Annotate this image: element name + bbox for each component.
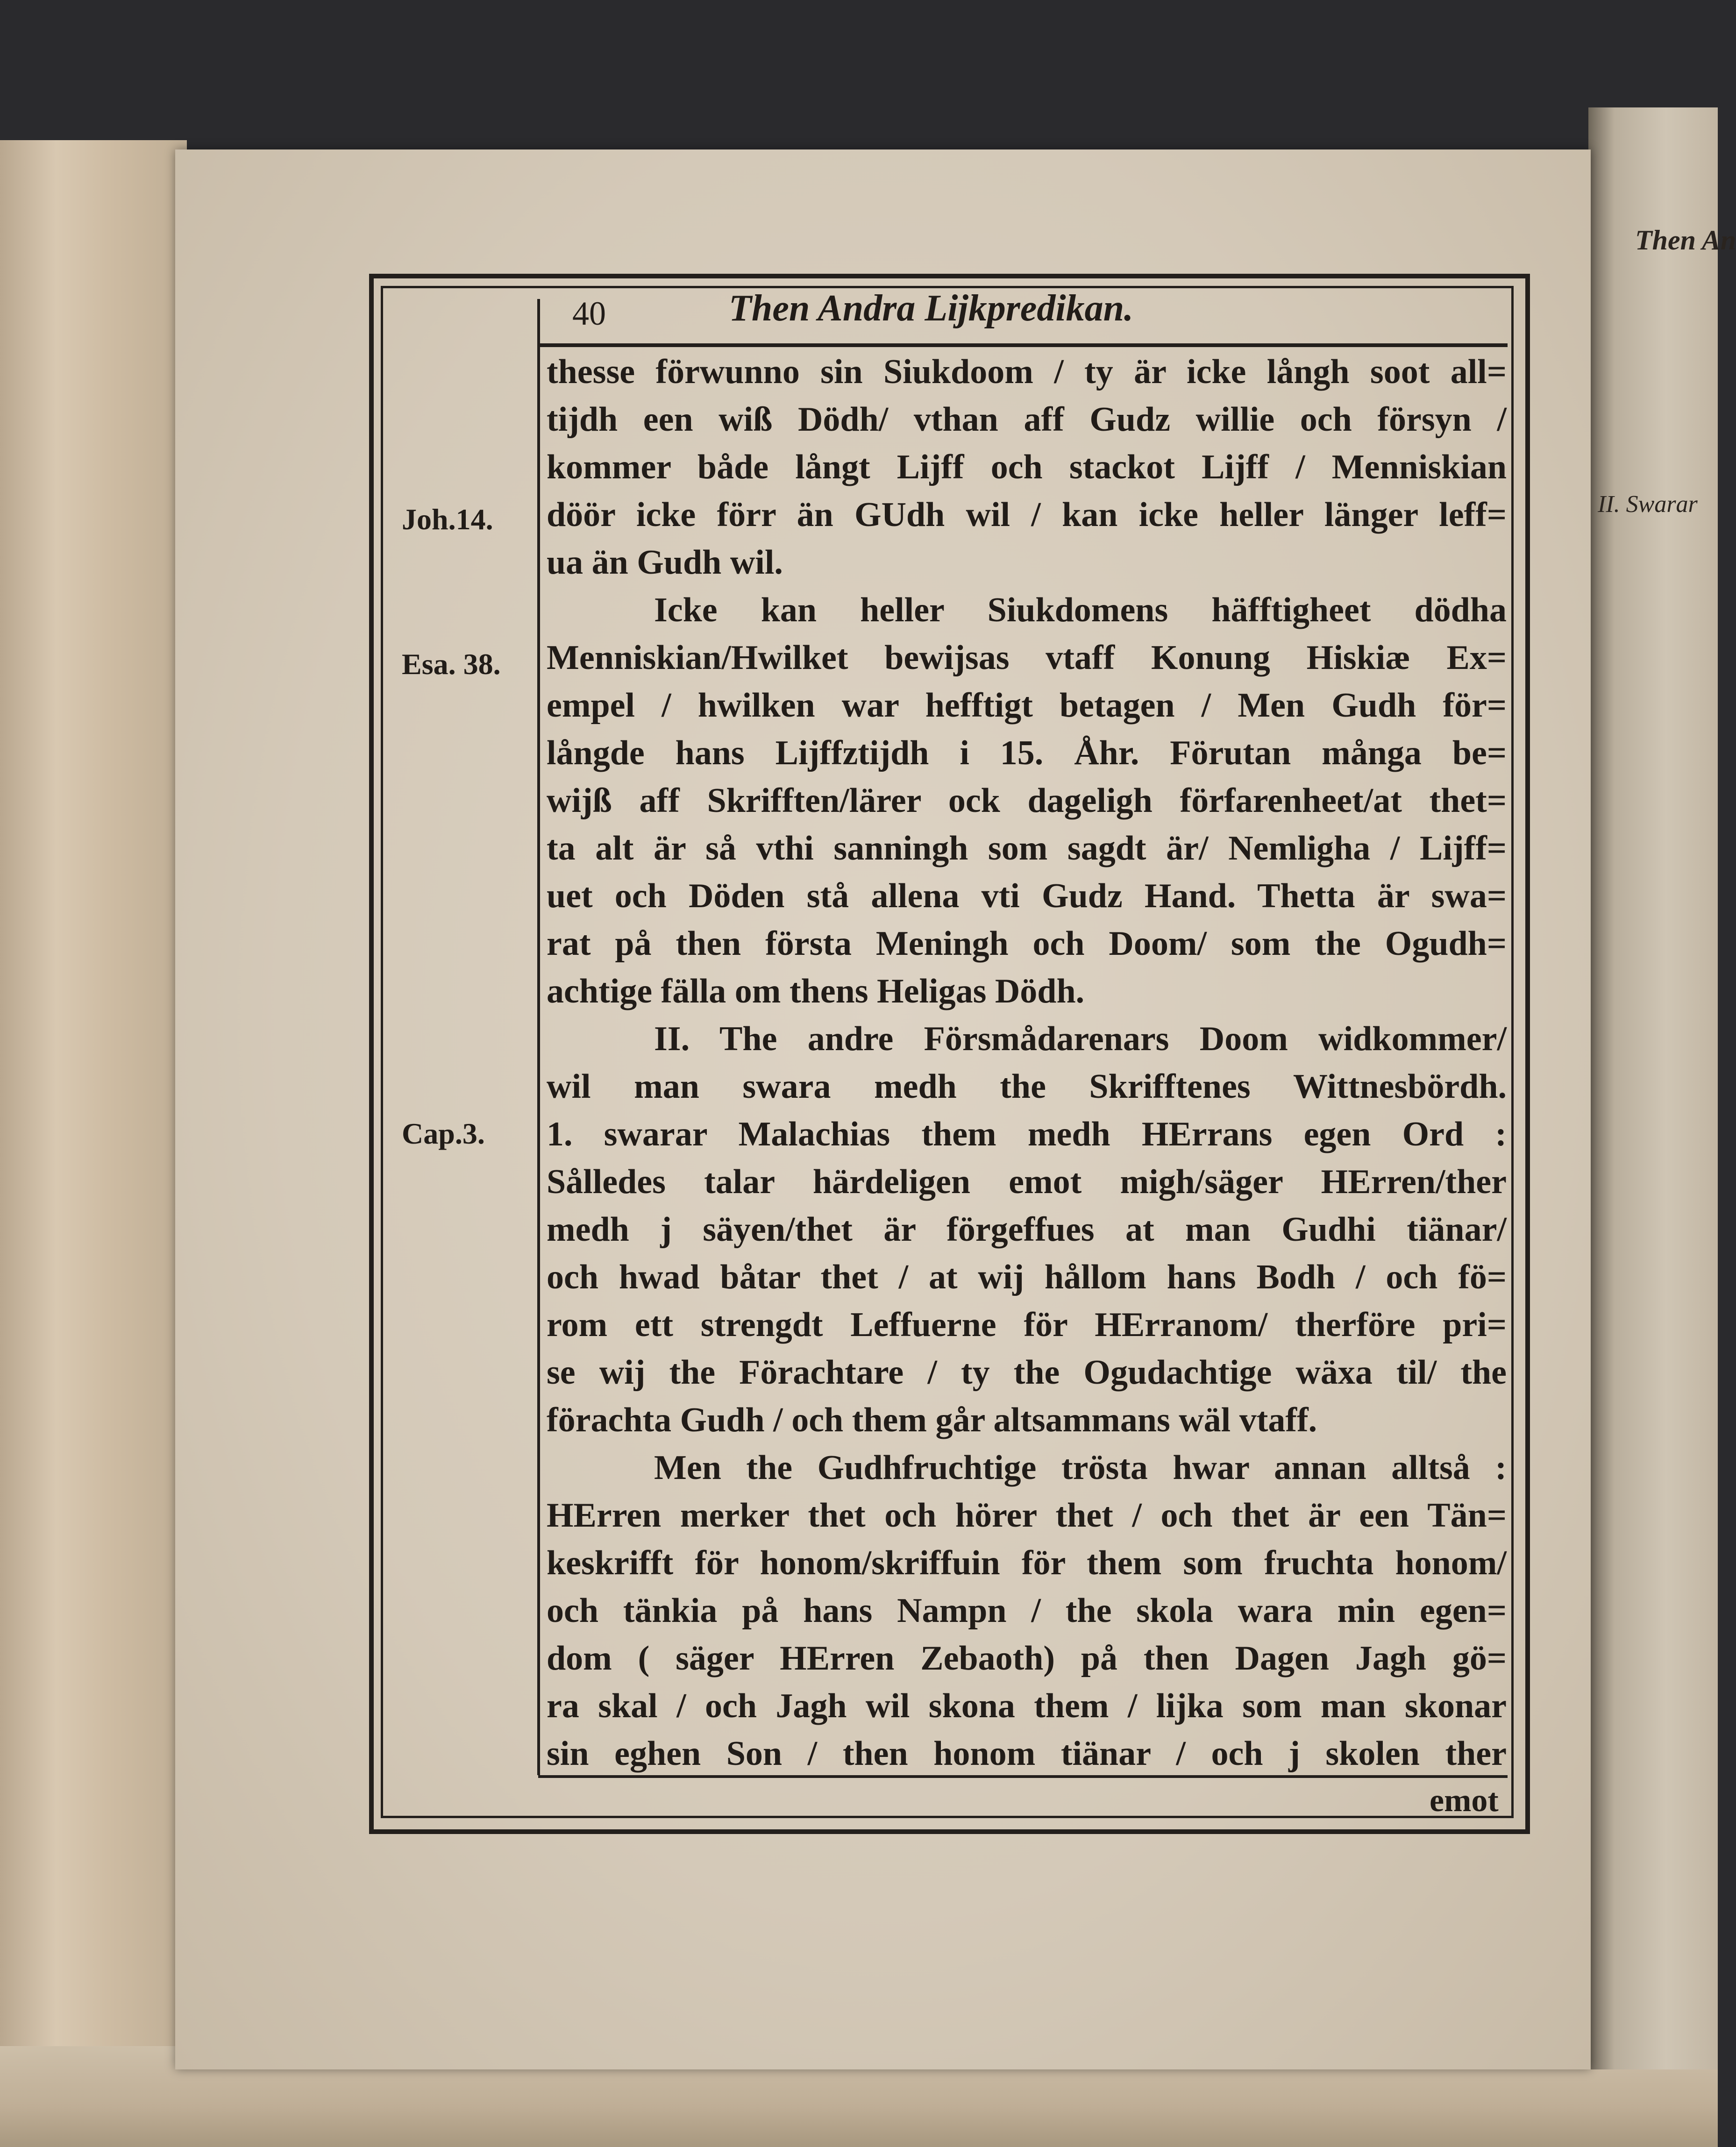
text-line: kommer både långt Lijff och stackot Lijff / Menniskian (547, 448, 1507, 486)
text-line: förachta Gudh / och them går altsammans wäl vtaff. (547, 1401, 1317, 1439)
text-line: HErren merker thet och hörer thet / och thet är een Tän= (547, 1496, 1507, 1535)
facing-page-title: Then An (1635, 225, 1736, 256)
text-line: Men the Gudhfruchtige trösta hwar annan alltså : (654, 1449, 1507, 1487)
text-line: se wij the Förachtare / ty the Ogudachtige wäxa til/ the (547, 1353, 1507, 1392)
text-line: wil man swara medh the Skrifftenes Wittnesbördh. (547, 1067, 1507, 1106)
facing-page-fragment: II. Swarar (1598, 491, 1698, 518)
text-line: medh j säyen/thet är förgeffues at man Gudhi tiänar/ (547, 1210, 1507, 1249)
text-line: wijß aff Skrifften/lärer ock dageligh förfarenheet/at thet= (547, 782, 1507, 820)
text-line: Icke kan heller Siukdomens häfftigheet dödha (654, 591, 1507, 629)
text-line: ta alt är så vthi sanningh som sagdt är/ Nemligha / Lijff= (547, 829, 1507, 867)
text-line: rom ett strengdt Leffuerne för HErranom/ therföre pri= (547, 1306, 1507, 1344)
text-line: uet och Döden stå allena vti Gudz Hand. Thetta är swa= (547, 877, 1507, 915)
previous-pages-edge (0, 140, 187, 2147)
text-line: och tänkia på hans Nampn / the skola wara min egen= (547, 1592, 1507, 1630)
text-line: dom ( säger HErren Zebaoth) på then Dagen Jagh gö= (547, 1639, 1507, 1678)
catchword: emot (1430, 1783, 1499, 1819)
text-line: sin eghen Son / then honom tiänar / och j skolen ther (547, 1735, 1507, 1773)
text-line: Menniskian/Hwilket bewijsas vtaff Konung Hiskiæ Ex= (547, 639, 1507, 677)
text-line: ra skal / och Jagh wil skona them / lijka som man skonar (547, 1687, 1507, 1725)
text-line: och hwad båtar thet / at wij hållom hans Bodh / och fö= (547, 1258, 1507, 1296)
text-line: ua än Gudh wil. (547, 543, 783, 582)
text-line: achtige fälla om thens Heligas Dödh. (547, 972, 1085, 1010)
text-line: II. The andre Försmådarenars Doom widkommer/ (654, 1020, 1507, 1058)
margin-rule (537, 299, 540, 1775)
page-number: 40 (572, 295, 606, 332)
text-line: rat på then första Meningh och Doom/ som the Ogudh= (547, 924, 1507, 963)
text-line: Sålledes talar härdeligen emot migh/säger HErren/ther (547, 1163, 1507, 1201)
text-line: döör icke förr än GUdh wil / kan icke heller länger leff= (547, 496, 1507, 534)
text-line: thesse förwunno sin Siukdoom / ty är icke långh soot all= (547, 353, 1507, 391)
header-rule (538, 343, 1508, 347)
facing-page (1588, 107, 1718, 2069)
text-line: 1. swarar Malachias them medh HErrans egen Ord : (547, 1115, 1507, 1153)
body-text (547, 348, 1507, 1777)
margin-note-joh: Joh.14. (402, 503, 493, 536)
text-line: keskrifft för honom/skriffuin för them som fruchta honom/ (547, 1544, 1507, 1582)
margin-note-cap: Cap.3. (402, 1117, 485, 1150)
text-line: empel / hwilken war hefftigt betagen / Men Gudh för= (547, 686, 1507, 725)
text-line: långde hans Lijffztijdh i 15. Åhr. Förutan många be= (547, 734, 1507, 772)
text-line: tijdh een wiß Dödh/ vthan aff Gudz willie och försyn / (547, 400, 1507, 439)
margin-note-esa: Esa. 38. (402, 647, 501, 681)
running-title: Then Andra Lijkpredikan. (729, 288, 1134, 329)
